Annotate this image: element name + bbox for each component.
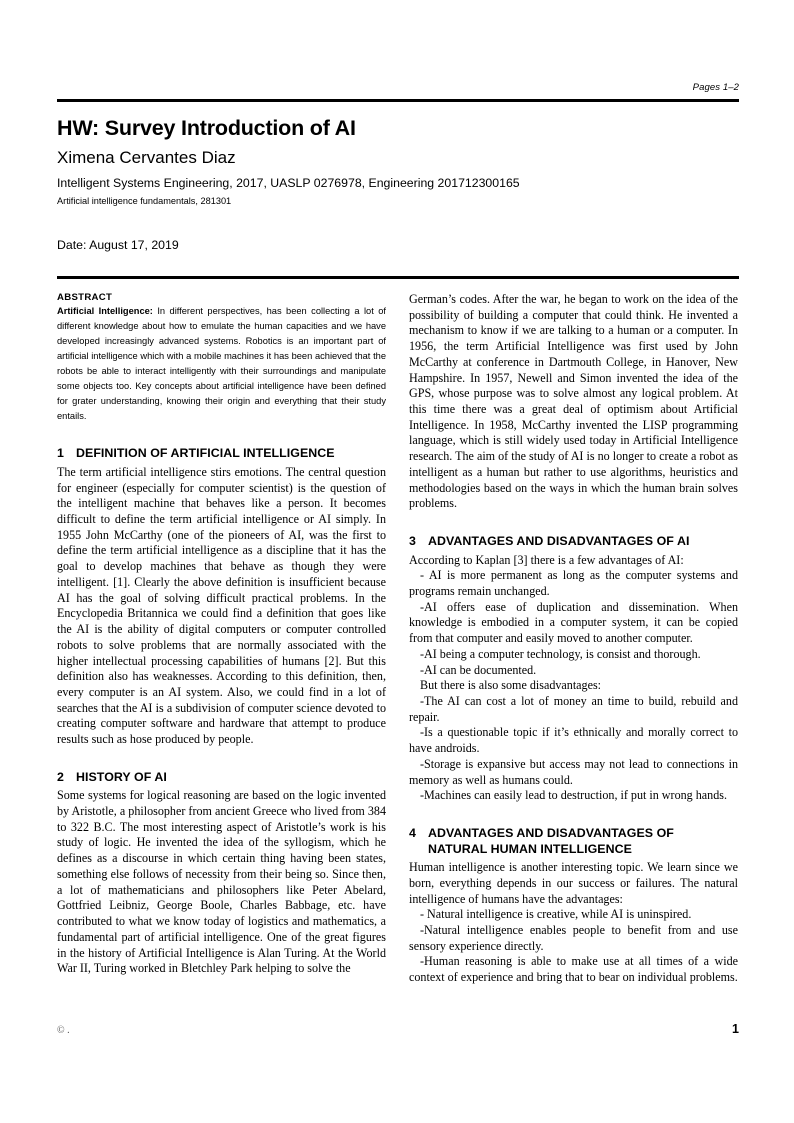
running-head: Pages 1–2 [692,82,739,93]
section-title-4 [428,826,738,857]
section-4-item: -Natural intelligence enables people to benefit from and use sensory experience directly. [409,922,738,953]
section-number-1: 1 [57,446,64,461]
abstract-label: ABSTRACT [57,292,113,303]
section-4-item: -Human reasoning is able to make use at all times of a wide context of experience and bring that to bear on individual problems. [409,954,738,985]
section-3-disadvantage-item: -Machines can easily lead to destruction, if put in wrong hands. [420,788,727,803]
abstract-text [57,304,386,424]
section-3-disadvantage-item: -The AI can cost a lot of money an time to build, rebuild and repair. [409,694,738,724]
abstract-lead: Artificial Intelligence: [57,306,153,316]
section-4-intro: Human intelligence is another interesting topic. We learn since we born, everything depends in our success or failures. The natural intelligence of humans have the advantages: [409,860,738,906]
section-number-3: 3 [409,534,416,549]
section-3-item: -AI can be documented. [420,662,537,677]
section-3-disadvantage-item: -Storage is expansive but access may not lead to connections in memory as well as humans could. [409,756,738,787]
section-title-2: HISTORY OF AI [76,769,167,784]
section-title-3: ADVANTAGES AND DISADVANTAGES OF AI [428,534,690,549]
author-name: Ximena Cervantes Diaz [57,147,236,167]
section-number-2: 2 [57,769,64,784]
section-2-paragraph-part2: German’s codes. After the war, he began to work on the idea of the possibility of building a computer that could think. He invented a mechanism to know if we are talking to a human or a computer. In 1956, the term Artificial Intelligence was first used by John McCarthy at conference in Dartmouth College, in Hanover, New Hampshire. In 1957, Newell and Simon invented the idea of the GPS, whose purpose was to solve almost any logical problem. At this time there was a great deal of optimism about Artificial Intelligence. In 1958, McCarthy invented the LISP programming language, which is still widely used today in Artificial Intelligence research. The aim of the study of AI is no longer to create a robot as intelligent as a human but rather to use algorithms, heuristics and methodologies based on the ways in which the human brain solves problems. [409,292,738,511]
column-left [57,292,386,986]
section-4-item: - Natural intelligence is creative, while AI is uninspired. [420,907,692,922]
section-3-item: - AI is more permanent as long as the computer systems and programs remain unchanged. [409,568,738,598]
section-3-item: -AI being a computer technology, is consist and thorough. [420,646,701,661]
section-heading-4 [409,826,738,857]
copyright-notice: © . [57,1025,70,1036]
page-footer [57,1022,739,1036]
section-2-paragraph-part1: Some systems for logical reasoning are based on the logic invented by Aristotle, a philosopher from ancient Greece who lived from 384 to 322 B.C. The most interesting aspect of Aristotle’s work is his study of logic. He invented the idea of the syllogism, which he defines as a discourse in which certain thing having been states, something else follows of necessity from their being so. Since then, a lot of mathematicians and philosophers like Peter Abelard, Gottfried Leibniz, George Boole, Charles Babbage, etc. have contributed to what we know today of logistics and mathematics, a fundamental part of artificial intelligence. One of the great figures in the history of Artificial Intelligence is Alan Turing. At the World War II, Turing worked in Bletchley Park helping to solve the [57,788,386,976]
column-right [409,292,738,986]
title-block [57,102,739,208]
section-heading-2 [57,770,386,786]
page-number: 1 [732,1022,739,1036]
section-number-4: 4 [409,826,416,841]
section-3-item: -AI offers ease of duplication and dissemination. When knowledge is embodied in a computer system, it can be copied from that computer and easily moved to another computer. [409,599,738,646]
section-title-4-line1: ADVANTAGES AND DISADVANTAGES OF [428,826,674,841]
section-1-paragraph: The term artificial intelligence stirs emotions. The central question for engineer (especially for computer scientist) is the question of the intelligent machine that behaves like a person. It becomes difficult to define the term artificial intelligence or AI simply. In 1955 John McCarthy (one of the pioneers of AI, was the first to define the term artificial intelligence as a discipline that it has the goal to develop machines that behave as though they were intelligent. [1]. Clearly the above definition is insufficient because AI has the goal of solving difficult practical problems. In the Encyclopedia Britannica we could find a definition that goes like the AI is the ability of digital computers or computer controlled robots to solve problems that are normally associated with the higher intellectual processing capabilities of humans [2]. But this definition also has weaknesses. According to this definition, then, every computer is an AI system. Also, we could find in a lot of searches that the AI is a subdivision of computer science devoted to creating computer software and hardware that attempt to produce results such as hose produced by people. [57,464,386,747]
section-3-intro: According to Kaplan [3] there is a few advantages of AI: [409,552,684,567]
section-3-disadvantage-item: -Is a questionable topic if it’s ethnically and morally correct to have androids. [409,725,738,756]
section-heading-3 [409,534,738,550]
section-3-transition: But there is also some disadvantages: [420,678,602,693]
section-title-4-line2: NATURAL HUMAN INTELLIGENCE [428,841,632,856]
abstract-body-text: In different perspectives, has been collecting a lot of different knowledge about how to emulate the human capacities and we have developed increasingly advanced systems. Robotics is an important part of artificial intelligence which with a mobile machines it has been achieved that the robots be able to interact intelligently with their surroundings and manipulate some objects too. Key concepts about artificial intelligence have been defined for grater understanding, knowing their origin and everything that their study entails. [57,306,386,422]
page-title: HW: Survey Introduction of AI [57,116,356,140]
section-title-1: DEFINITION OF ARTIFICIAL INTELLIGENCE [76,446,335,461]
page-content [57,0,739,208]
two-column-body [57,292,739,986]
date-line: Date: August 17, 2019 [57,238,179,252]
header-rule-bottom [57,276,739,279]
course-info: Artificial intelligence fundamentals, 281301 [57,196,232,207]
section-heading-1 [57,446,386,462]
author-affiliation: Intelligent Systems Engineering, 2017, UASLP 0276978, Engineering 201712300165 [57,176,520,191]
